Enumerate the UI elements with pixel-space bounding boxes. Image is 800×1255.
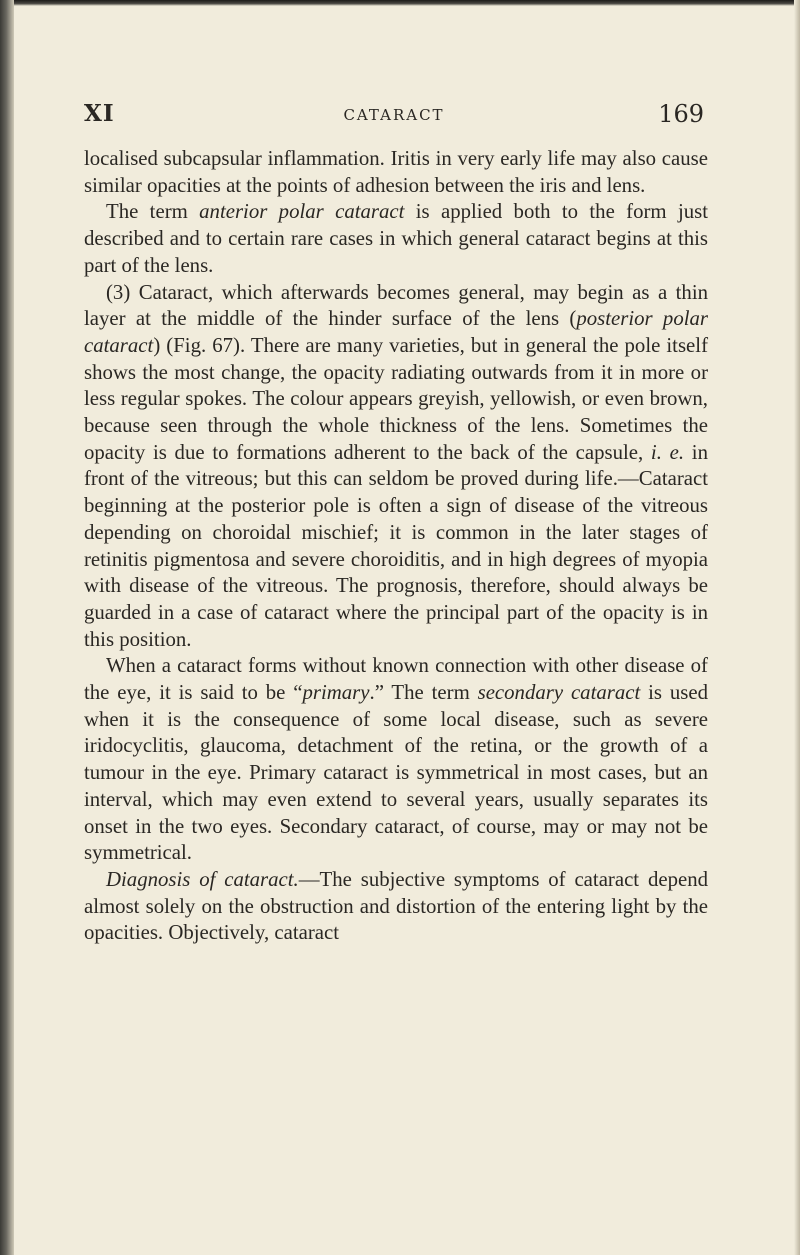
text-run: is used when it is the consequence of some local disease, such as severe iridocyclitis, glaucoma, detachment of the retina, or the growth of a tumour in the eye. Primary cataract is symmetrical in most cases, but an interval, which may even extend to several years, usually separates its onset in the two eyes. Secondary cataract, of course, may or may not be symmetrical. (84, 681, 708, 865)
italic-term: anterior polar cataract (199, 200, 405, 224)
paragraph (84, 653, 708, 867)
paragraph (84, 280, 708, 654)
text-run: (3) Cataract, which afterwards becomes general, may begin as a thin layer at the middle of the hinder surface of the lens ( (84, 280, 708, 331)
italic-term: i. e. (650, 440, 685, 464)
body-text (84, 146, 708, 947)
text-run: The term (106, 200, 200, 224)
paragraph (84, 867, 708, 947)
running-title: CATARACT (343, 106, 445, 124)
text-run: is applied both to the form just described and to certain rare cases in which general cataract begins at this part of the lens. (84, 200, 708, 277)
text-run: localised subcapsular inflammation. Iritis in very early life may also cause similar opacities at the points of adhesion between the iris and lens. (84, 147, 708, 197)
section-heading: Diagnosis of cataract. (106, 867, 299, 891)
italic-term: primary (302, 681, 370, 705)
chapter-number: XI (84, 100, 115, 127)
text-run: When a cataract forms without known connection with other disease of the eye, it is said to be “ (84, 654, 708, 705)
page-number: 169 (658, 100, 704, 128)
page-binding-edge (0, 0, 14, 1255)
text-run: in front of the vitreous; but this can seldom be proved during life.—Cataract beginning at the posterior pole is often a sign of disease of the vitreous depending on choroidal mischief; it is common in the later stages of retinitis pigmentosa and severe choroiditis, and in high degrees of myopia with disease of the vitreous. The prognosis, therefore, should always be guarded in a case of cataract where the principal part of the opacity is in this position. (84, 440, 708, 651)
text-run: ) (Fig. 67). There are many varieties, but in general the pole itself shows the most change, the opacity radiating outwards from it in more or less regular spokes. The colour appears greyish, yellowish, or even brown, because seen through the whole thickness of the lens. Sometimes the opacity is due to formations adherent to the back of the capsule, (84, 333, 708, 464)
page-right-edge (794, 0, 800, 1255)
running-header (84, 100, 704, 134)
italic-term: secondary cataract (477, 681, 641, 705)
text-run: —The subjective symptoms of cataract depend almost solely on the obstruction and distortion of the entering light by the opacities. Objectively, cataract (84, 867, 708, 945)
paragraph (84, 199, 708, 279)
paragraph (84, 146, 708, 199)
italic-term: posterior polar cataract (84, 307, 708, 357)
text-run: .” The term (369, 681, 478, 705)
page-top-edge (0, 0, 800, 6)
